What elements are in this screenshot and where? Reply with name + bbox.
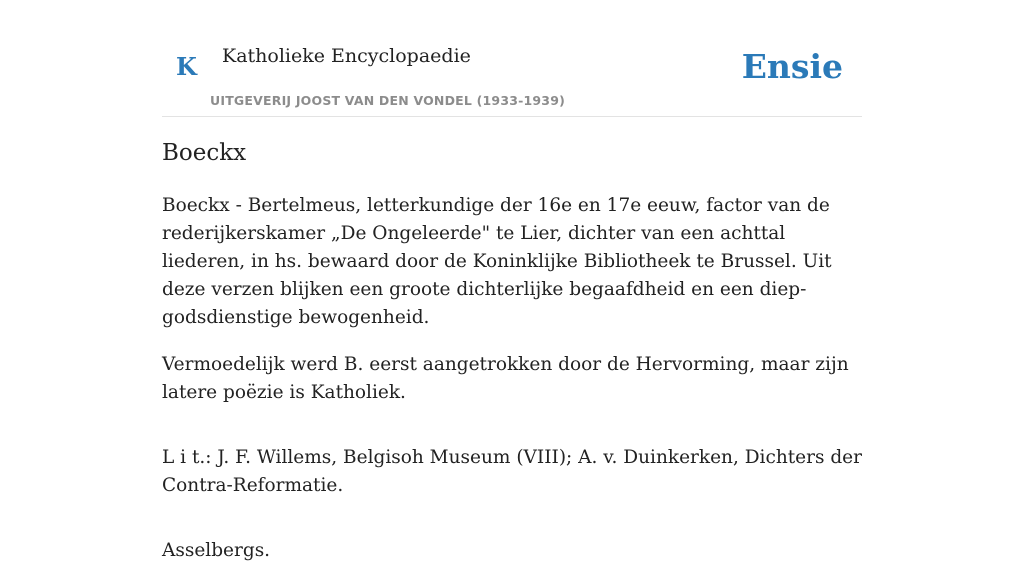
- entry-paragraph: Vermoedelijk werd B. eerst aangetrokken door de Hervorming, maar zijn latere poëzie is Katholiek.: [162, 354, 849, 403]
- entry-content: [162, 192, 862, 584]
- entry-title: Boeckx: [162, 140, 247, 166]
- entry-paragraph: Boeckx - Bertelmeus, letterkundige der 16e en 17e eeuw, factor van de rederijkerskamer „De Ongeleerde" te Lier, dichter van een achttal liederen, in hs. bewaard door de Koninklijke Bibliotheek te Brussel. Uit deze verzen blijken een groote dichterlijke begaafdheid en een diep-godsdienstige bewogenheid.: [162, 195, 832, 328]
- encyclopedia-logo[interactable]: K: [176, 52, 197, 81]
- ensie-logo-link[interactable]: Ensie: [741, 47, 843, 86]
- encyclopedia-title-link[interactable]: Katholieke Encyclopaedie: [222, 45, 471, 67]
- literature-reference: L i t.: J. F. Willems, Belgisoh Museum (VIII); A. v. Duinkerken, Dichters der Contra-Reformatie.: [162, 447, 862, 496]
- page: [162, 0, 862, 561]
- publisher-label: UITGEVERIJ JOOST VAN DEN VONDEL (1933-1939): [210, 93, 566, 108]
- entry-author: Asselbergs.: [162, 540, 271, 561]
- header: [162, 0, 862, 117]
